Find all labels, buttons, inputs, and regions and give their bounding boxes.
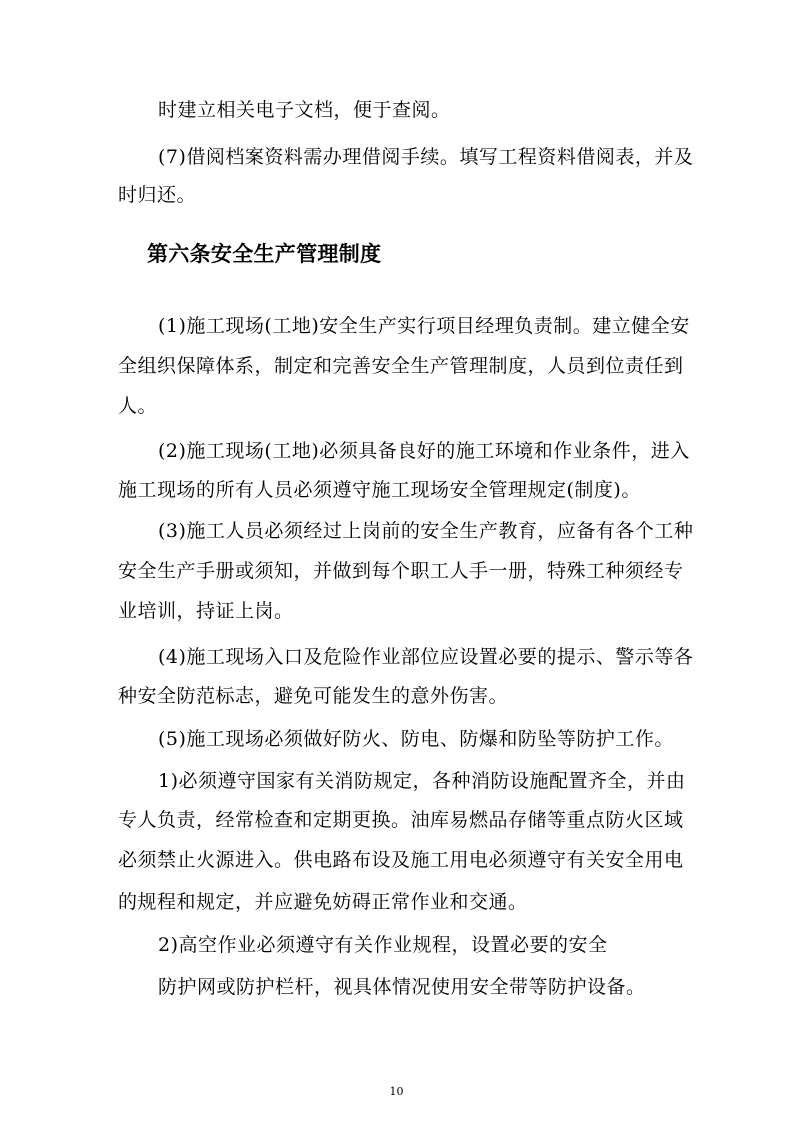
paragraph-line: (1)施工现场(工地)安全生产实行项目经理负责制。建立健全安 [158, 315, 690, 337]
page-number: 10 [389, 1085, 404, 1098]
paragraph-line: 人。 [118, 395, 158, 417]
paragraph-line: 施工现场的所有人员必须遵守施工现场安全管理规定(制度)。 [118, 479, 641, 501]
section-heading: 第六条安全生产管理制度 [147, 241, 382, 266]
paragraph-line: 时建立相关电子文档，便于查阅。 [158, 99, 451, 121]
paragraph-line: 2)高空作业必须遵守有关作业规程，设置必要的安全 [158, 934, 608, 956]
paragraph-line: 种安全防范标志，避免可能发生的意外伤害。 [118, 685, 509, 707]
paragraph-line: 1)必须遵守国家有关消防规定，各种消防设施配置齐全，并由 [158, 770, 686, 792]
paragraph-line: (4)施工现场入口及危险作业部位应设置必要的提示、警示等各 [158, 646, 694, 668]
paragraph-line: (3)施工人员必须经过上岗前的安全生产教育，应备有各个工种 [158, 520, 694, 542]
paragraph-line: 业培训，持证上岗。 [118, 600, 294, 622]
paragraph-line: 安全生产手册或须知，并做到每个职工人手一册，特殊工种须经专 [118, 560, 684, 582]
paragraph-line: (7)借阅档案资料需办理借阅手续。填写工程资料借阅表，并及 [158, 146, 694, 168]
paragraph-line: 时归还。 [118, 184, 197, 206]
paragraph-line: 专人负责，经常检查和定期更换。油库易燃品存储等重点防火区域 [118, 809, 684, 831]
paragraph-line: 的规程和规定，并应避免妨碍正常作业和交通。 [118, 891, 528, 913]
paragraph-line: 防护网或防护栏杆，视具体情况使用安全带等防护设备。 [158, 976, 646, 998]
paragraph-line: 全组织保障体系，制定和完善安全生产管理制度，人员到位责任到 [118, 355, 684, 377]
paragraph-line: 必须禁止火源进入。供电路布设及施工用电必须遵守有关安全用电 [118, 849, 684, 871]
paragraph-line: (5)施工现场必须做好防火、防电、防爆和防坠等防护工作。 [158, 728, 674, 750]
paragraph-line: (2)施工现场(工地)必须具备良好的施工环境和作业条件，进入 [158, 440, 690, 462]
